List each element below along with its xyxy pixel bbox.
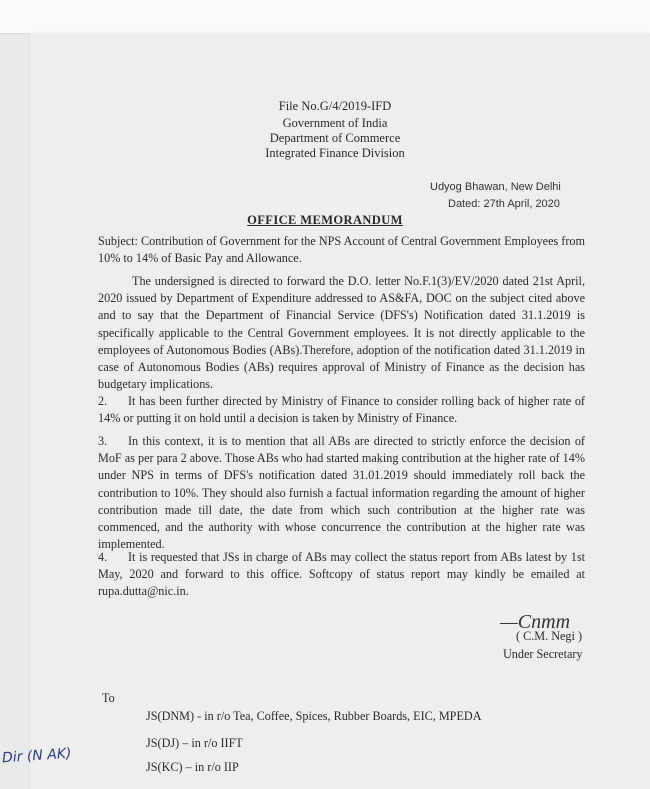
paragraph-number: 4. bbox=[98, 550, 108, 564]
recipient-3: JS(KC) – in r/o IIP bbox=[146, 760, 239, 774]
paragraph-text: It is requested that JSs in charge of ABs may collect the status report from ABs latest by 1st May, 2020 and forward to this office. Softcopy of status report may kindly be emailed at rupa.dutta@nic.in. bbox=[98, 550, 585, 599]
recipient-2: JS(DJ) – in r/o IIFT bbox=[146, 736, 243, 750]
paragraph-1 bbox=[98, 273, 585, 393]
viewer-top-bar bbox=[0, 0, 650, 34]
government-name: Government of India bbox=[282, 116, 388, 130]
paragraph-4 bbox=[98, 549, 585, 601]
department-name: Department of Commerce bbox=[269, 131, 401, 145]
date: Dated: 27th April, 2020 bbox=[448, 198, 560, 210]
paragraph-3 bbox=[98, 433, 585, 553]
signature-scrawl: —Cnmm bbox=[500, 611, 571, 633]
document-page bbox=[30, 33, 650, 789]
paragraph-number: 3. bbox=[98, 434, 108, 448]
division-name: Integrated Finance Division bbox=[265, 146, 405, 160]
handwritten-note: Dir (N AK) bbox=[1, 745, 72, 767]
paragraph-2 bbox=[98, 393, 585, 427]
to-label: To bbox=[102, 691, 115, 705]
memo-title: OFFICE MEMORANDUM bbox=[247, 213, 403, 227]
recipient-1: JS(DNM) - in r/o Tea, Coffee, Spices, Rubber Boards, EIC, MPEDA bbox=[146, 709, 482, 723]
signatory-designation: Under Secretary bbox=[503, 647, 583, 661]
paragraph-number: 2. bbox=[98, 394, 108, 408]
subject-line: Subject: Contribution of Government for the NPS Account of Central Government Employees from 10% to 14% of Basic Pay and Allowance. bbox=[98, 234, 585, 266]
place: Udyog Bhawan, New Delhi bbox=[430, 181, 561, 193]
signatory-name: ( C.M. Negi ) bbox=[516, 629, 583, 643]
paragraph-text: The undersigned is directed to forward the D.O. letter No.F.1(3)/EV/2020 dated 21st April, 2020 issued by Department of Expenditure addressed to AS&FA, DOC on the subject cited above and to say that the Department of Financial Service (DFS's) Notification dated 31.1.2019 is specifically applicable to the Central Government employees. It is not directly applicable to the employees of Autonomous Bodies (ABs).Therefore, adoption of the notification dated 31.1.2019 in case of Autonomous Bodies (ABs) requires approval of Ministry of Finance as the decision has budgetary implications. bbox=[98, 274, 585, 392]
file-number: File No.G/4/2019-IFD bbox=[278, 99, 392, 113]
paragraph-text: In this context, it is to mention that all ABs are directed to strictly enforce the decision of MoF as per para 2 above. Those ABs who had started making contribution at the higher rate of 14% under NPS in terms of DFS's notification dated 31.01.2019 should immediately roll back the contribution to 10%. They should also furnish a factual information regarding the amount of higher contribution made till date, the date from which such contribution at the higher rate was commenced, and the authority with whose concurrence the contribution at the higher rate was implemented. bbox=[98, 434, 585, 552]
paragraph-text: It has been further directed by Ministry of Finance to consider rolling back of higher rate of 14% or putting it on hold until a decision is taken by Ministry of Finance. bbox=[98, 394, 585, 426]
